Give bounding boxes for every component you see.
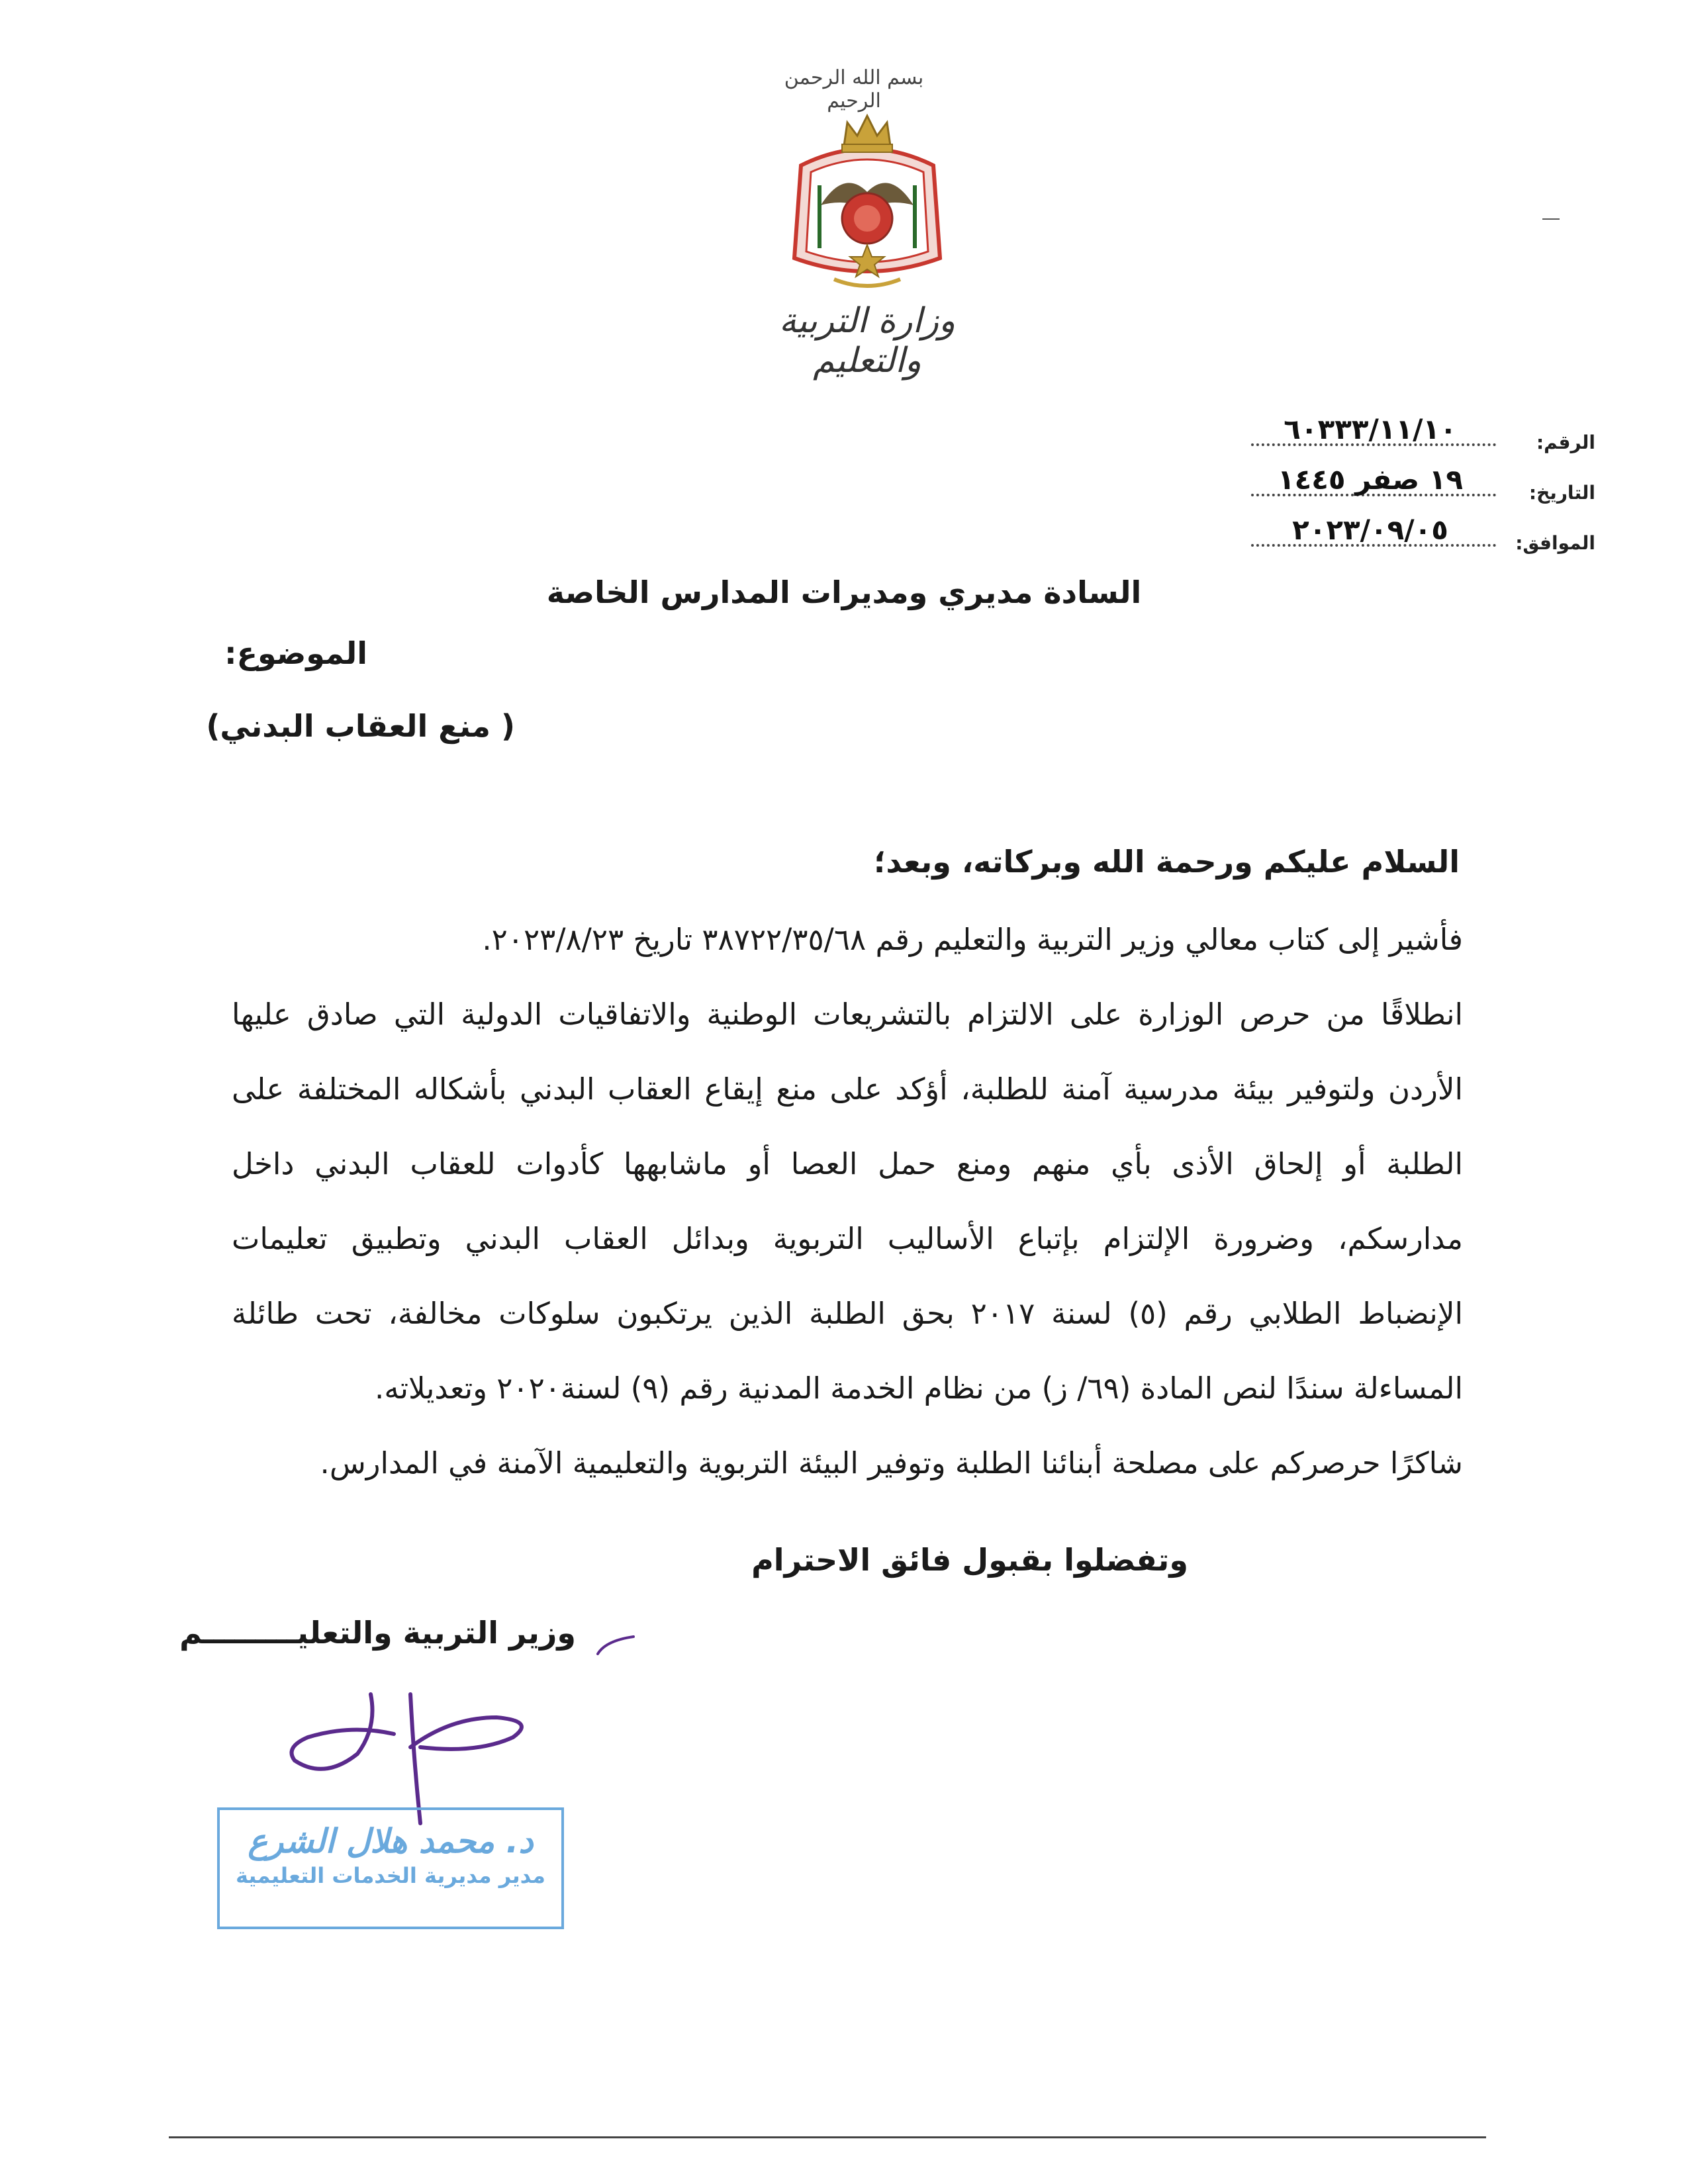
reference-number-label: الرقم: <box>1536 432 1595 453</box>
signature-tick <box>592 1631 639 1658</box>
reference-corresponding-label: الموافق: <box>1515 532 1595 554</box>
reference-corresponding-row <box>1198 514 1595 557</box>
signature <box>278 1681 556 1827</box>
jordan-coat-of-arms-icon <box>781 106 953 298</box>
body-line: فأشير إلى كتاب معالي وزير التربية والتعليم رقم ٣٨٧٢٢/٣٥/٦٨ تاريخ ٢٠٢٣/٨/٢٣. <box>482 922 1463 957</box>
body-line: الأردن ولتوفير بيئة مدرسية آمنة للطلبة، أؤكد على منع إيقاع العقاب البدني بأشكاله المختلفة على <box>232 1071 1463 1107</box>
reference-date-label: التاريخ: <box>1528 482 1595 504</box>
footer-rule <box>169 2136 1486 2138</box>
corner-mark <box>1542 218 1560 220</box>
subject-text: ( منع العقاب البدني) <box>206 708 515 744</box>
body-line: المساءلة سندًا لنص المادة (٦٩/ ز) من نظام الخدمة المدنية رقم (٩) لسنة٢٠٢٠ وتعديلاته. <box>375 1371 1463 1406</box>
stamp-name: د. محمد هلال الشرع <box>248 1822 534 1860</box>
closing: وتفضلوا بقبول فائق الاحترام <box>751 1542 1188 1578</box>
official-stamp <box>217 1807 564 1929</box>
greeting: السلام عليكم ورحمة الله وبركاته، وبعد؛ <box>874 844 1460 880</box>
reference-date-row <box>1198 463 1595 507</box>
body-line: انطلاقًا من حرص الوزارة على الالتزام بالتشريعات الوطنية والاتفاقيات الدولية التي صادق عليها <box>232 997 1463 1032</box>
stamp-role: مدير مديرية الخدمات التعليمية <box>236 1863 545 1888</box>
reference-date-value: ١٩ صفر ١٤٤٥ <box>1277 463 1463 496</box>
subject-label: الموضوع: <box>224 635 367 671</box>
closing-wrap <box>0 1542 1688 1578</box>
reference-number-row <box>1198 413 1595 457</box>
body-line: الإنضباط الطلابي رقم (٥) لسنة ٢٠١٧ بحق الطلبة الذين يرتكبون سلوكات مخالفة، تحت طائلة <box>232 1296 1463 1331</box>
reference-corresponding-value: ٢٠٢٣/٠٩/٠٥ <box>1292 514 1448 546</box>
minister-title: وزير التربية والتعليـــــــــم <box>179 1615 576 1651</box>
basmala: بسم الله الرحمن الرحيم <box>784 66 924 113</box>
ministry-name: وزارة التربية والتعليم <box>778 301 956 381</box>
reference-number-value: ٦٠٣٣٣/١١/١٠ <box>1284 413 1457 445</box>
addressee: السادة مديري ومديرات المدارس الخاصة <box>546 574 1142 610</box>
body-line: الطلبة أو إلحاق الأذى بأي منهم ومنع حمل العصا أو ماشابهها كأدوات للعقاب البدني داخل <box>232 1146 1463 1181</box>
body-line: مدارسكم، وضرورة الإلتزام بإتباع الأساليب التربوية وبدائل العقاب البدني وتطبيق تعليمات <box>232 1221 1463 1256</box>
body-line: شاكرًا حرصركم على مصلحة أبنائنا الطلبة وتوفير البيئة التربوية والتعليمية الآمنة في المدارس. <box>320 1445 1463 1480</box>
